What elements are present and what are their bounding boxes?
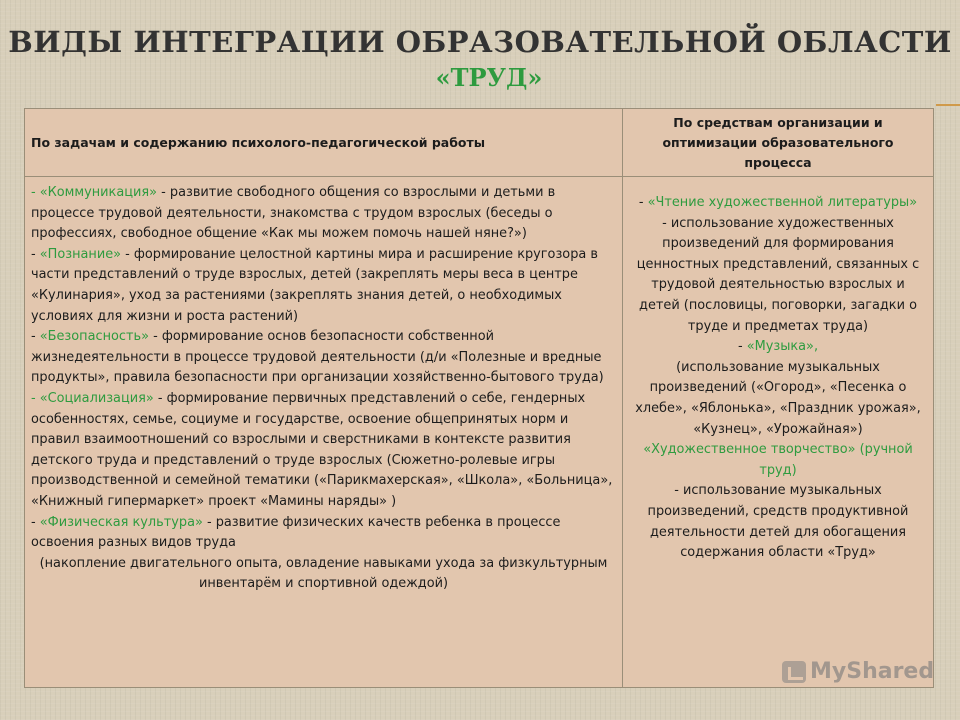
item-dash: - (31, 329, 40, 345)
item-text: - использование музыкальных произведений, средств продуктивной деятельности детей для обогащения содержания области «Труд» (647, 483, 909, 561)
left-footer: (накопление двигательного опыта, овладение навыками ухода за физкультурным инвентарём и спортивной одеждой) (39, 555, 608, 592)
item-text: - формирование первичных представлений о себе, гендерных особенностях, семье, социуме и государстве, освоение общепринятых норм и правил взаимоотношений со взрослыми и сверстниками в контексте развития детского труда и представлений о труде взрослых (Сюжетно-ролевые игры производственной и семейной тематики («Парикмахерская», «Школа», «Больница», «Книжный гипермаркет» проект «Мамины наряды» ) (31, 390, 613, 509)
area-name: «Музыка», (746, 339, 819, 355)
item-dash: - (638, 195, 648, 210)
item-dash: - (31, 246, 40, 262)
area-name: «Физическая культура» (39, 514, 203, 530)
item-dash: - (737, 339, 747, 355)
item-text: - формирование основ безопасности собственной жизнедеятельности в процессе трудовой деятельности (д/и «Полезные и вредные продукты», правила безопасности при организации хозяйственно-бытового труда) (31, 329, 604, 386)
table-cell-left (25, 177, 623, 687)
list-item (31, 513, 616, 554)
item-dash: - (31, 390, 40, 406)
area-name: «Коммуникация» (39, 185, 158, 200)
area-name: «Художественное творчество» (ручной труд) (643, 442, 913, 478)
item-text: - использование художественных произведений для формирования ценностных представлений, связанных с трудовой деятельностью взрослых и детей (пословицы, поговорки, загадки о труде и предметах труда) (636, 215, 920, 334)
item-text: (использование музыкальных произведений («Огород», «Песенка о хлебе», «Яблонька», «Праздник урожая», «Кузнец», «Урожайная») (635, 359, 921, 437)
table-header-right: По средствам организации и оптимизации образовательного процесса (623, 109, 933, 177)
item-text: - развитие физических качеств ребенка в процессе освоения разных видов труда (31, 514, 561, 551)
area-name: «Познание» (39, 246, 122, 262)
list-item (629, 337, 927, 358)
item-dash: - (31, 185, 40, 200)
item-text: - формирование целостной картины мира и расширение кругозора в части представлений о труде взрослых, детей (закреплять меры веса в центре «Кулинария», уход за растениями (закреплять знания детей, о необходимых условиях для жизни и роста растений) (31, 246, 598, 324)
watermark-logo-icon (782, 661, 806, 683)
title-line-1: ВИДЫ ИНТЕГРАЦИИ ОБРАЗОВАТЕЛЬНОЙ ОБЛАСТИ (8, 25, 952, 59)
list-item (629, 193, 927, 214)
integration-table (24, 108, 934, 688)
list-item (31, 389, 616, 513)
area-name: «Безопасность» (39, 329, 149, 345)
watermark (782, 659, 934, 684)
watermark-text: MyShared (810, 659, 935, 684)
slide-title (0, 22, 960, 94)
area-name: «Социализация» (39, 390, 154, 406)
table-cell-right (623, 177, 933, 687)
list-item (31, 183, 616, 245)
area-name: «Чтение художественной литературы» (647, 195, 918, 210)
list-item (31, 327, 616, 389)
accent-line (936, 104, 960, 106)
table-header-left: По задачам и содержанию психолого-педагогической работы (25, 109, 623, 177)
list-item (31, 245, 616, 327)
title-line-2: «ТРУД» (435, 63, 543, 92)
item-dash: - (31, 514, 40, 530)
item-text: - развитие свободного общения со взрослыми и детьми в процессе трудовой деятельности, знакомства с трудом взрослых (беседы о профессиях, свободное общение «Как мы можем помочь нашей няне?») (31, 185, 556, 242)
